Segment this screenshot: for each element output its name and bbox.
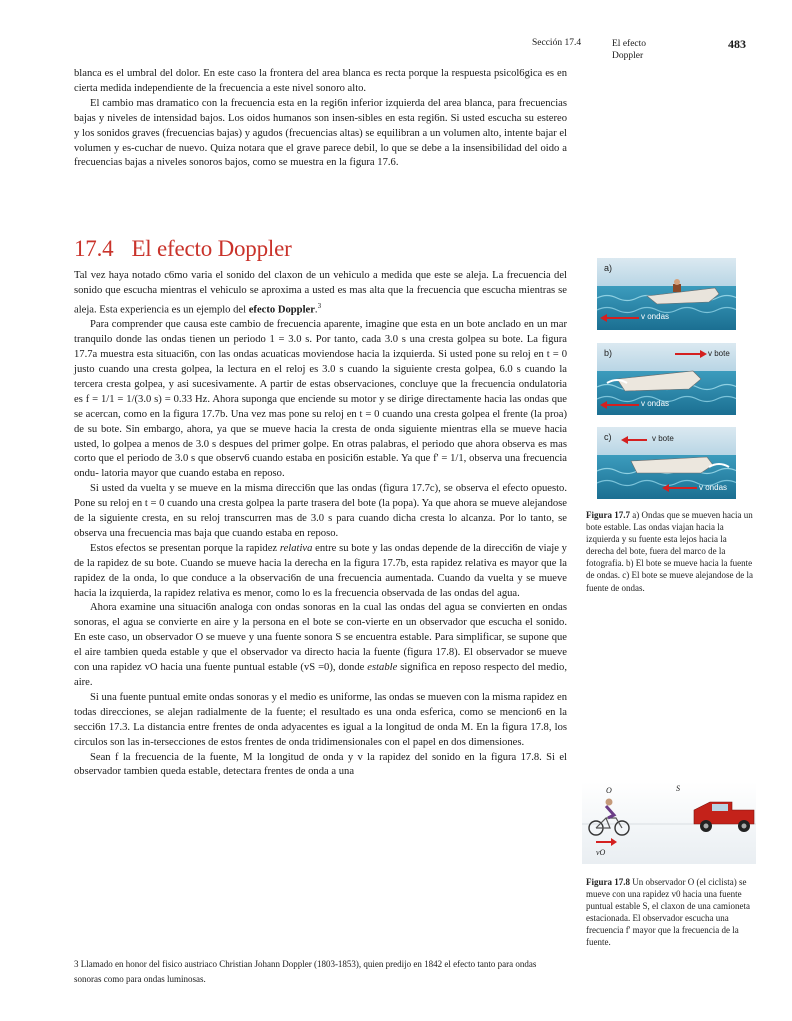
figure-17-8-caption [586, 876, 754, 949]
body-p4-text: Estos efectos se presentan porque la rapidez [90, 542, 280, 554]
wave-label-b: v ondas [641, 399, 670, 408]
intro-paragraph-1: blanca es el umbral del dolor. En este caso la frontera del area blanca es recta porque la respuesta psicol6gica es en cierta medida independiente de la frecuencia a este nivel sonoro alto. [74, 68, 567, 94]
doppler-term: efecto Doppler [248, 304, 315, 316]
body-p4-end: entre su bote y las ondas depende de la direcci6n de viaje y de la rapidez de su bote. Cuando se mueve hacia la derecha en la figura 17.7b, esta rapidez relativa es mayor que la rapidez de la onda, lo que conduce a la observaci6n de una frecuencia aumentada. Cuando da vuelta y se mueve hacia la izquierda, la rapidez relativa es menor, como lo es la frecuencia observada de las ondas del agua. [74, 542, 567, 599]
relativa-term: relativa [279, 542, 313, 554]
panel-b-label: b) [604, 348, 613, 358]
wave-arrowhead-b [600, 401, 607, 409]
intro-text [74, 67, 567, 171]
section-body [74, 269, 567, 780]
footnote: 3 Llamado en honor del fisico austriaco Christian Johann Doppler (1803-1853), quien predijo en 1842 el efecto tanto para ondas sonoras como para ondas luminosas. [74, 959, 537, 984]
observer-velocity-label: vO [596, 848, 606, 857]
section-title: El efecto Doppler [131, 236, 292, 261]
wave-arrowhead-c [662, 484, 669, 492]
body-paragraph-1 [74, 269, 567, 318]
section-heading [74, 236, 292, 262]
figure-17-7-caption-text: a) Ondas que se mueven hacia un bote estable. Las ondas viajan hacia la izquierda y su fuente esta lejos hacia la derecha del bote, fuera del marco de la fotografia. b) El bote se mueve hacia la fuente de ondas. c) El bote se mueve alejandose de la fuente de ondas. [586, 510, 753, 593]
boat-label-b: v bote [708, 349, 730, 358]
wave-label-a: v ondas [641, 312, 670, 321]
observer-label: O [606, 786, 612, 795]
wave-arrow-a [603, 317, 639, 319]
boat-label-c: v bote [652, 434, 674, 443]
figure-17-7-caption-label: Figura 17.7 [586, 510, 630, 520]
intro-paragraph-2: El cambio mas dramatico con la frecuencia esta en la regi6n inferior izquierda del area blanca, para frecuencias bajas y niveles de intensidad bajos. Los oidos humanos son insen-sibles en esta regi6n. Si usted escucha su estereo y los sonidos graves (frecuencias bajas) y agudos (frecuencias altas) se equilibran a un volumen alto, intente bajar el volumen y es-cuchar de nuevo. Quiza notara que el grave parece debil, lo que se debe a la insensibilidad del oido a frecuencias bajas a niveles sonoros bajos, como se muestra en la figura 17.6. [74, 97, 567, 169]
footnote-ref: 3 [317, 301, 322, 310]
body-p5-text: Ahora examine una situaci6n analoga con ondas sonoras en la cual las ondas del agua se convierten en ondas sonoras, el agua se convierte en aire y la persona en el bote se con-vierte en un observador que escucha el sonido. En este caso, un observador O se mueve y una fuente sonora S se encuentra estable. Para simplificar, se supone que el aire tambien queda estable y que el observador va directo hacia la fuente (figura 17.8). El observador se mueve con una rapidez vO hacia una fuente puntual estable (vS =0), donde [74, 602, 567, 674]
boat-arrowhead-c [621, 436, 628, 444]
observer-velocity-arrow [596, 841, 612, 843]
body-p1-text: Tal vez haya notado c6mo varia el sonido del claxon de un vehiculo a medida que este se aleja. La frecuencia del sonido que escucha mientras el vehiculo se aproxima a usted es mas alta que la frecuencia que escucha mientras se aleja. Esta experiencia es un ejemplo del [74, 270, 567, 316]
panel-c-label: c) [604, 432, 612, 442]
body-paragraph-2: Para comprender que causa este cambio de frecuencia aparente, imagine que esta en un bote anclado en un mar tranquilo donde las ondas tienen un periodo 1 = 3.0 s. Por tanto, cada 3.0 s una cresta golpea su bote. La figura 17.7a muestra esta situaci6n, con las ondas acuaticas moviendose hacia la izquierda. Si usted pone su reloj en t = 0 justo cuando una cresta golpea, la lectura en el reloj es 3.0 s cuando la siguiente cresta golpea, 6.0 s cuando la tercera cresta golpea, y asi sucesivamente. A partir de estas observaciones, concluye que la frecuencia ondulatoria es f = 1/1 = 1/(3.0 s) = 0.33 Hz. Ahora suponga que enciende su motor y se dirige directamente hacia las ondas que se acercan, como en la figura 17.7b. Una vez mas pone su reloj en t = 0 cuando una cresta golpea el frente (la proa) de su bote. Sin embargo, ahora, ya que se mueve hacia la cresta de onda siguiente mientras ella se mueve hacia usted, lo golpea a menos de 3.0 s despues del primer golpe. En otras palabras, el periodo que ahora observa es mas corto que el periodo de 3.0 s que observ6 cuando estaba en posici6n estable. Ya que f' = 1/1, observa una frecuencia ondu- latoria mayor que cuando estaba en reposo. [74, 319, 567, 480]
figure-17-7-panel-c [597, 427, 736, 499]
boat-arrow-b [675, 353, 701, 355]
section-number: 17.4 [74, 236, 114, 261]
body-paragraph-7: Sean f la frecuencia de la fuente, M la longitud de onda y v la rapidez del sonido en la figura 17.8. Si el observador tambien queda estable, detectara frentes de onda a una [74, 751, 567, 778]
panel-a-label: a) [604, 263, 613, 273]
boat-arrow-c [625, 439, 647, 441]
running-head-title: El efecto Doppler [612, 39, 647, 61]
body-p1-end: . [314, 304, 318, 316]
body-paragraph-5 [74, 601, 567, 690]
running-head-section: Sección 17.4 [532, 38, 582, 48]
wave-arrow-c [665, 487, 697, 489]
page-number: 483 [728, 37, 746, 51]
body-paragraph-4 [74, 542, 567, 602]
observer-velocity-arrowhead [611, 838, 617, 846]
boat-arrowhead-b [700, 350, 707, 358]
figure-17-7-panel-a [597, 258, 736, 330]
body-paragraph-3: Si usted da vuelta y se mueve en la misma direcci6n que las ondas (figura 17.7c), se observa el efecto opuesto. Pone su reloj en t = 0 cuando una cresta golpea la parte trasera del bote (la popa). Ya que ahora se mueve alejandose de la siguiente cresta, en su reloj transcurren mas de 3.0 s para cuando dicha cresta lo alcanza. Por lo tanto, se observa una frecuencia mas baja que cuando estaba en reposo. [74, 483, 567, 539]
figure-17-8-caption-text: Un observador O (el ciclista) se mueve con una rapidez v0 hacia una fuente puntual estable S, el claxon de una camioneta estacionada. El observador escucha una frecuencia f' mayor que la frecuencia de la fuente. [586, 877, 750, 948]
wave-label-c: v ondas [699, 483, 728, 492]
body-p5-end: significa en reposo respecto del medio, aire. [74, 662, 567, 688]
wave-arrow-b [603, 404, 639, 406]
figure-17-8 [582, 782, 756, 864]
figure-17-7-panel-b [597, 343, 736, 415]
figure-17-7-caption [586, 509, 754, 594]
source-label: S [676, 784, 680, 793]
estable-term: estable [367, 662, 398, 674]
figure-17-8-caption-label: Figura 17.8 [586, 877, 630, 887]
body-paragraph-6: Si una fuente puntual emite ondas sonoras y el medio es uniforme, las ondas se mueven con la misma rapidez en todas direcciones, se alejan radialmente de la fuente; el resultado es una onda esferica, como se mencion6 en la secci6n 17.3. La distancia entre frentes de onda adyacentes es igual a la longitud de onda M. En la figura 17.8, los circulos son las in-tersecciones de estos frentes de onda tridimensionales con el papel en dos dimensiones. [74, 691, 567, 748]
wave-arrowhead-a [600, 314, 607, 322]
